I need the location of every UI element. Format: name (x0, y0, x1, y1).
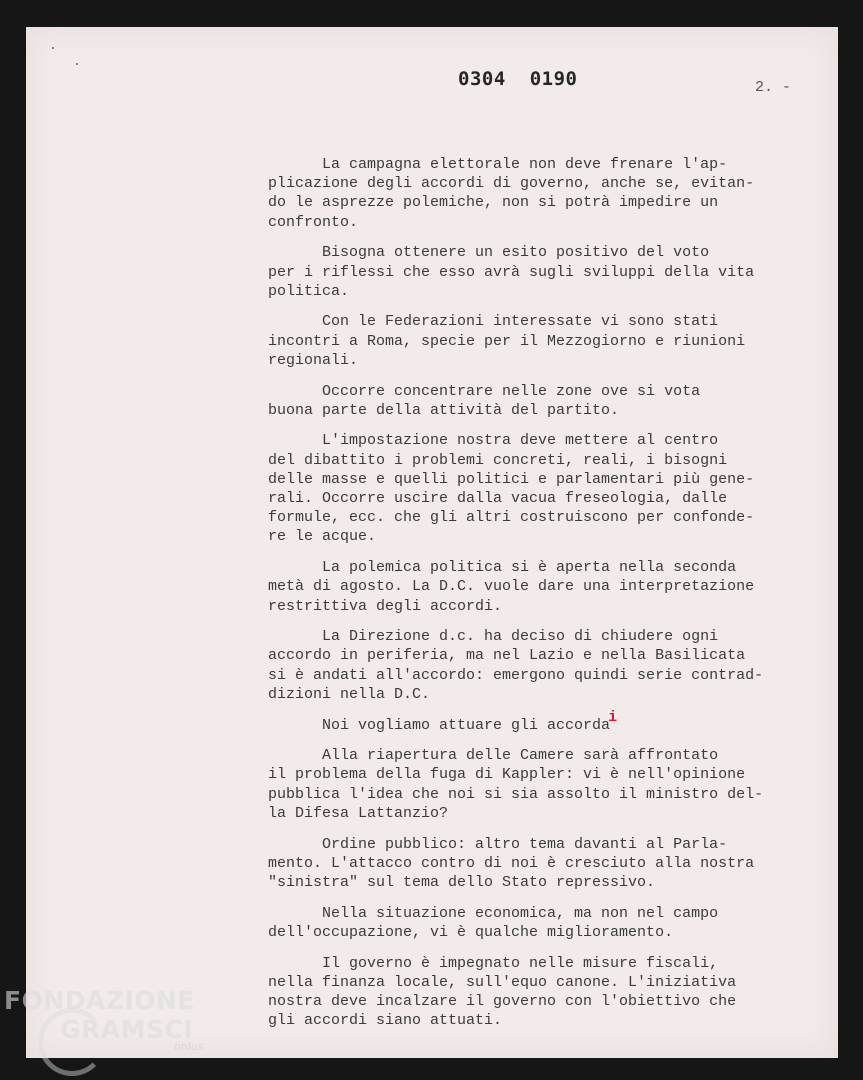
text-line: formule, ecc. che gli altri costruiscono per confonde- (268, 509, 755, 527)
paragraph (268, 155, 808, 232)
text-line: buona parte della attività del partito. (268, 401, 620, 419)
text-line-with-correction (268, 708, 808, 735)
paragraph (268, 312, 808, 370)
text-line: La campagna elettorale non deve frenare l'ap- (268, 156, 728, 173)
text-line: "sinistra" sul tema dello Stato repressivo. (268, 874, 656, 891)
text-line: Nella situazione economica, ma non nel campo (268, 904, 719, 922)
paragraph (268, 904, 808, 942)
paragraph (268, 243, 808, 301)
text-line: plicazione degli accordi di governo, anche se, evitan- (268, 175, 755, 193)
paragraph (268, 431, 808, 546)
text-line: pubblica l'idea che noi si sia assolto il ministro del- (268, 785, 764, 803)
paper-speck (52, 47, 54, 49)
paragraph (268, 558, 808, 616)
text-line: il problema della fuga di Kappler: vi è nell'opinione (268, 766, 746, 784)
document-archive-number (458, 68, 577, 90)
text-line: nella finanza locale, sull'equo canone. L'iniziativa (268, 973, 737, 991)
text-line: do le asprezze polemiche, non si potrà impedire un (268, 194, 719, 212)
paragraph (268, 708, 808, 735)
archive-number-right: 0190 (529, 68, 578, 90)
text-line: Occorre concentrare nelle zone ove si vota (268, 382, 701, 400)
paper-speck (76, 63, 78, 65)
text-line: mento. L'attacco contro di noi è cresciuto alla nostra (268, 854, 755, 872)
text-line: Con le Federazioni interessate vi sono stati (268, 313, 719, 331)
text-line: dell'occupazione, vi è qualche miglioramento. (268, 923, 674, 941)
text-line: Il governo è impegnato nelle misure fiscali, (268, 954, 719, 972)
text-line: del dibattito i problemi concreti, reali, i bisogni (268, 451, 728, 469)
text-line: la Difesa Lattanzio? (268, 804, 449, 822)
watermark-line-1: FONDAZIONE (4, 986, 196, 1015)
text-line: nostra deve incalzare il governo con l'obiettivo che (268, 993, 737, 1011)
text-line: per i riflessi che esso avrà sugli sviluppi della vita (268, 263, 755, 281)
text-line: delle masse e quelli politici e parlamentari più gene- (268, 470, 755, 488)
text-line: metà di agosto. La D.C. vuole dare una interpretazione (268, 578, 755, 596)
document-body (268, 155, 808, 1042)
text-line: Alla riapertura delle Camere sarà affrontato (268, 747, 719, 765)
text-line: La Direzione d.c. ha deciso di chiudere ogni (268, 628, 719, 646)
fondazione-gramsci-watermark (4, 986, 203, 1053)
text-line: re le acque. (268, 528, 377, 546)
paragraph (268, 382, 808, 420)
text-line: regionali. (268, 351, 359, 369)
text-line: incontri a Roma, specie per il Mezzogiorno e riunioni (268, 332, 746, 350)
text-line: Bisogna ottenere un esito positivo del voto (268, 244, 710, 262)
text-line: restrittiva degli accordi. (268, 597, 503, 615)
text-line: gli accordi siano attuati. (268, 1012, 503, 1030)
page-number: 2. - (755, 79, 792, 96)
archive-number-left: 0304 (458, 68, 506, 90)
text-line: accordo in periferia, ma nel Lazio e nella Basilicata (268, 647, 746, 665)
text-line: rali. Occorre uscire dalla vacua freseologia, dalle (268, 490, 728, 508)
paragraph (268, 954, 808, 1031)
paragraph (268, 627, 808, 704)
logo-g-circle-icon (38, 1008, 106, 1076)
text-line: L'impostazione nostra deve mettere al centro (268, 432, 719, 450)
watermark-line-2: GRAMSCI (60, 1015, 194, 1044)
text-line: confronto. (268, 213, 359, 231)
text-line: si è andati all'accordo: emergono quindi serie contrad- (268, 666, 764, 684)
text-line: politica. (268, 282, 350, 300)
watermark-line-3: onlus (174, 1040, 204, 1053)
text-line: Ordine pubblico: altro tema davanti al Parla- (268, 835, 728, 853)
text-line: La polemica politica si è aperta nella seconda (268, 559, 737, 577)
paragraph (268, 746, 808, 823)
text-line: Noi vogliamo attuare gli accorda (268, 716, 611, 734)
paragraph (268, 835, 808, 893)
text-line: dizioni nella D.C. (268, 685, 431, 703)
handwritten-correction: i (608, 708, 618, 726)
